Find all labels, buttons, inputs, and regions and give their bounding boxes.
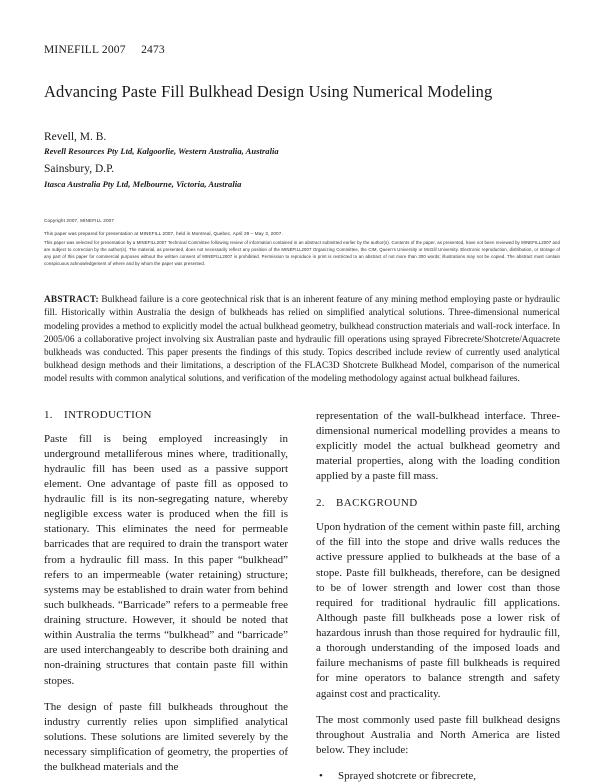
section-heading-background [316, 497, 560, 509]
running-head: MINEFILL 2007 2473 [44, 44, 165, 56]
page-content [44, 44, 560, 784]
column-right [316, 409, 560, 784]
list-item [316, 769, 560, 784]
section-number: 1. [44, 408, 53, 421]
paragraph: The design of paste fill bulkheads throughout the industry currently relies upon simplified analytical solutions. These solutions are limited severely by the necessary simplification of geometry, the properties of the bulkhead materials and the [44, 700, 288, 774]
abstract-text: Bulkhead failure is a core geotechnical risk that is an inherent feature of any mining method employing paste or hydraulic fill. Historically within Australia the design of bulkheads has relied on simplified analytical solutions. Three-dimensional numerical modeling provides a method to explicitly model the actual bulkhead geometry, bulkhead construction materials and wall-rock interface. In 2005/06 a collaborative project involving six Australian paste and hydraulic fill operations using sprayed Fibrecrete/Shotcrete/Aquacrete bulkheads was conducted. This paper presents the findings of this study. Topics described include review of currently used analytical bulkhead design methods and their limitations, a description of the FLAC3D Shotcrete Bulkhead Model, comparison of the numerical model results with common analytical solutions, and verification of the modeling methodology against actual bulkhead failures. [44, 295, 560, 385]
paragraph: representation of the wall-bulkhead interface. Three-dimensional numerical modelling provides a means to explicitly model the actual bulkhead geometry and material properties, along with the loading condition applied by a paste fill mass. [316, 409, 560, 483]
page-title: Advancing Paste Fill Bulkhead Design Using Numerical Modeling [44, 82, 493, 101]
author-name: Sainsbury, D.P. [44, 163, 115, 176]
paragraph: Paste fill is being employed increasingly in underground metalliferous mines where, traditionally, hydraulic fill has been used as a passive support element. One advantage of paste fill as opposed to hydraulic fill is its non-segregating nature, whereby negligible excess water is produced when the fill is stationary. This eliminates the need for permeable barricades that are required to drain the transport water from a hydraulic fill mass. In this paper “bulkhead” refers to an impermeable (water retaining) structure; systems may be established to drain water from behind such bulkheads. “Barricade” refers to a permeable free draining structure. However, it should be noted that within Australia the terms “bulkhead” and “barricade” are used interchangeably to describe both draining and non-draining structures that contain paste fill within stopes. [44, 432, 288, 687]
section-heading-introduction [44, 409, 288, 421]
section-title: INTRODUCTION [64, 408, 152, 421]
author-affiliation: Itasca Australia Pty Ltd, Melbourne, Victoria, Australia [44, 178, 242, 189]
author-block [44, 129, 560, 191]
section-title: BACKGROUND [336, 497, 418, 510]
abstract-label: ABSTRACT: [44, 295, 99, 306]
two-column-body [44, 409, 560, 784]
section-number: 2. [316, 497, 325, 510]
author-name: Revell, M. B. [44, 130, 107, 143]
disclaimer-paragraph: This paper was selected for presentation by a MINEFILL2007 Technical Committee following review of information contained in an abstract submitted earlier by the author(s). Contents of the paper, as presented, have not been reviewed by MINEFILL2007 and are subject to correction by the author(s). The material, as presented, does not necessarily reflect any position of the MINEFILL2007 Organizing Committee, the CIM, Queen's University or McGill University. Electronic reproduction, distribution, or storage of any part of this paper for commercial purposes without the written consent of MINEFILL2007 is prohibited. Permission to reproduce in print is restricted to an abstract of not more than 300 words; illustrations may not be copied. The abstract must contain conspicuous acknowledgement of where and by whom the paper was presented. [44, 240, 560, 267]
column-left [44, 409, 288, 784]
abstract-block [44, 294, 560, 386]
bullet-icon: • [319, 770, 323, 783]
copyright-line: Copyright 2007, MINEFILL 2007 [44, 218, 115, 224]
paragraph: The most commonly used paste fill bulkhead designs throughout Australia and North America are listed below. They include: [316, 713, 560, 756]
presentation-note: This paper was prepared for presentation at MINEFILL 2007, held in Montreal, Quebec, April 29 – May 3, 2007. [44, 231, 283, 237]
list-item-label: Sprayed shotcrete or fibrecrete, [338, 770, 477, 783]
paragraph: Upon hydration of the cement within paste fill, arching of the fill into the stope and drive walls reduces the active pressure applied to bulkheads at the base of a stope. Paste fill bulkheads, therefore, can be designed to be of lower strength and lower cost than those required for traditional hydraulic fill applications. Although paste fill bulkheads pose a lower risk of hazardous inrush than those required for hydraulic fill, a thorough understanding of the imposed loads and failure mechanisms of paste fill bulkheads is required for mine operators to balance strength and safety against cost and practicality. [316, 521, 560, 700]
author-affiliation: Revell Resources Pty Ltd, Kalgoorlie, Western Australia, Australia [44, 146, 279, 157]
legal-notice-block [44, 218, 560, 268]
bulkhead-design-list [316, 769, 560, 784]
